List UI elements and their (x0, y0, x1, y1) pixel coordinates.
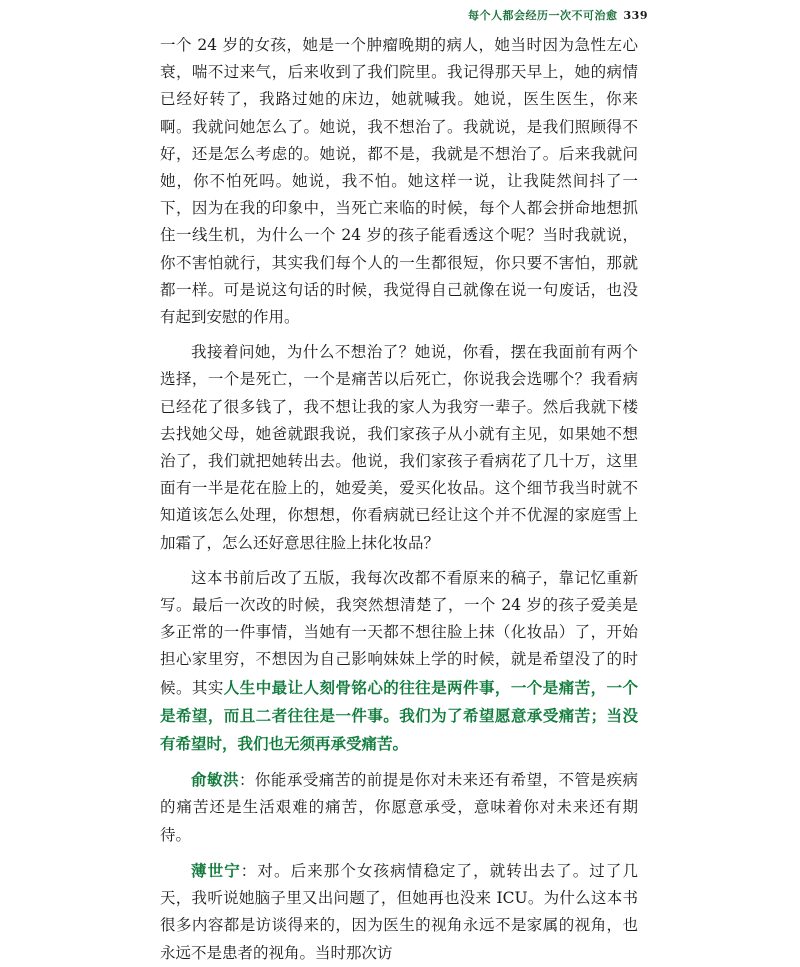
paragraph-3-emphasis: 人生中最让人刻骨铭心的往往是两件事，一个是痛苦，一个是希望，而且二者往往是一件事。我们为了希望愿意承受痛苦；当没有希望时，我们也无须再承受痛苦。 (160, 677, 638, 754)
page-number: 339 (623, 9, 648, 22)
paragraph-3-text: 这本书前后改了五版，我每次改都不看原来的稿子，靠记忆重新写。最后一次改的时候，我突然想清楚了，一个 24 岁的孩子爱美是多正常的一件事情，当她有一天都不想往脸上抹（化妆品）了，开始担心家里穷，不想因为自己影响妹妹上学的时候，就是希望没了的时候。其实 (160, 568, 638, 697)
body-text (160, 32, 638, 967)
dialogue-yu-minhong (160, 766, 638, 849)
running-header-title: 每个人都会经历一次不可治愈 (468, 9, 618, 22)
paragraph-1-text: 一个 24 岁的女孩，她是一个肿瘤晚期的病人，她当时因为急性左心衰，喘不过来气，后来收到了我们院里。我记得那天早上，她的病情已经好转了，我路过她的床边，她就喊我。她说，医生医生，你来啊。我就问她怎么了。她说，我不想治了。我就说，是我们照顾得不好，还是怎么考虑的。她说，都不是，我就是不想治了。后来我就问她，你不怕死吗。她说，我不怕。她这样一说，让我陡然间抖了一下，因为在我的印象中，当死亡来临的时候，每个人都会拼命地想抓住一线生机，为什么一个 24 岁的孩子能看透这个呢？当时我就说，你不害怕就行，其实我们每个人的一生都很短，你只要不害怕，那就都一样。可是说这句话的时候，我觉得自己就像在说一句废话，也没有起到安慰的作用。 (160, 36, 638, 327)
speaker-name: 薄世宁 (191, 860, 241, 880)
paragraph-2 (160, 339, 638, 557)
dialogue-bo-shining (160, 857, 638, 967)
running-header (468, 7, 648, 23)
dialogue-text: ：对。后来那个女孩病情稳定了，就转出去了。过了几天，我听说她脑子里又出问题了，但她再也没来 ICU。为什么这本书很多内容都是访谈得来的，因为医生的视角永远不是家属的视角，也永远不是患者的视角。当时那次访 (160, 861, 638, 962)
paragraph-2-text: 我接着问她，为什么不想治了？她说，你看，摆在我面前有两个选择，一个是死亡，一个是痛苦以后死亡，你说我会选哪个？我看病已经花了很多钱了，我不想让我的家人为我穷一辈子。然后我就下楼去找她父母，她爸就跟我说，我们家孩子从小就有主见，如果她不想治了，我们就把她转出去。他说，我们家孩子看病花了几十万，这里面有一半是花在脸上的，她爱美，爱买化妆品。这个细节我当时就不知道该怎么处理，你想想，你看病就已经让这个并不优渥的家庭雪上加霜了，怎么还好意思往脸上抹化妆品？ (160, 343, 638, 552)
paragraph-1 (160, 32, 638, 331)
paragraph-3 (160, 565, 638, 758)
speaker-name: 俞敏洪 (191, 770, 239, 790)
dialogue-text: ：你能承受痛苦的前提是你对未来还有希望，不管是疾病的痛苦还是生活艰难的痛苦，你愿意承受，意味着你对未来还有期待。 (160, 771, 638, 844)
